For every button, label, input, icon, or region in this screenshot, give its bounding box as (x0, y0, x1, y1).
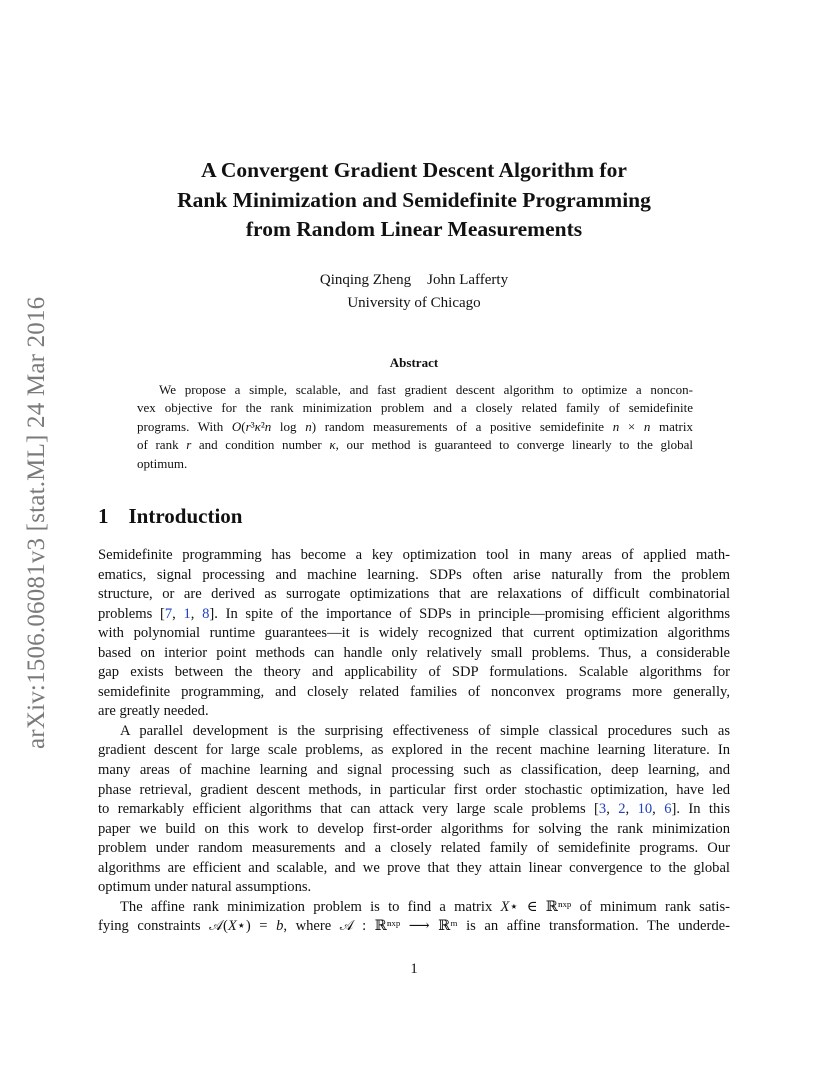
text-line: semidefinite programming, and closely related families of nonconvex programs more generally, (98, 683, 730, 700)
paragraph (98, 546, 730, 722)
text-line: structure, or are derived as surrogate optimizations that are relaxations of difficult combinatorial (98, 586, 730, 603)
paragraph (98, 722, 730, 898)
page-number: 1 (410, 961, 418, 977)
section-heading (98, 504, 242, 529)
text-line: A parallel development is the surprising effectiveness of simple classical procedures such as (120, 722, 730, 739)
text-line: gradient descent for large scale problems, as explored in the recent machine learning literature. In (98, 742, 730, 759)
abstract-body (137, 381, 693, 473)
abstract-line: We propose a simple, scalable, and fast gradient descent algorithm to optimize a noncon- (159, 382, 693, 397)
text-line: The affine rank minimization problem is to find a matrix X⋆ ∈ ℝⁿˣᵖ of minimum rank satis- (120, 898, 730, 915)
abstract-line: of rank r and condition number κ, our method is guaranteed to converge linearly to the global (137, 437, 693, 453)
author-names (98, 269, 730, 292)
title-line: A Convergent Gradient Descent Algorithm for (201, 158, 627, 182)
title-line: from Random Linear Measurements (245, 217, 583, 241)
author-block (98, 269, 730, 315)
text-line: algorithms are efficient and scalable, and we prove that they attain linear convergence to the global (98, 859, 730, 876)
text-line: are greatly needed. (98, 703, 209, 720)
author-name: John Lafferty (427, 272, 509, 288)
text-line: ematics, signal processing and machine learning. SDPs often arise naturally from the problem (98, 566, 730, 583)
introduction-body (98, 546, 730, 937)
text-line: to remarkably efficient algorithms that can attack very large scale problems [3, 2, 10, 6]. In this (98, 801, 730, 818)
section-title: Introduction (128, 504, 243, 528)
arxiv-identifier: arXiv:1506.06081v3 [stat.ML] 24 Mar 2016 (23, 296, 50, 750)
text-line: gap exists between the theory and applicability of SDP formulations. Scalable algorithms for (98, 664, 730, 681)
text-line: based on interior point methods can handle only relatively small problems. Thus, a considerable (98, 644, 730, 661)
text-line: problems [7, 1, 8]. In spite of the importance of SDPs in principle—promising efficient algorithms (98, 605, 730, 622)
paper-title (98, 156, 730, 245)
paragraph (98, 898, 730, 937)
text-line: paper we build on this work to develop first-order algorithms for solving the rank minimization (98, 820, 730, 837)
title-line: Rank Minimization and Semidefinite Programming (177, 187, 651, 212)
section-number: 1 (98, 504, 109, 528)
abstract-line: programs. With O(r³κ²n log n) random measurements of a positive semidefinite n × n matrix (137, 418, 693, 434)
text-line: phase retrieval, gradient descent methods, in particular first order stochastic optimization, have led (98, 781, 730, 798)
affiliation: University of Chicago (347, 295, 481, 311)
text-line: with polynomial runtime guarantees—it is widely recognized that current optimization algorithms (98, 625, 730, 642)
author-name: Qinqing Zheng (319, 272, 412, 288)
text-line: Semidefinite programming has become a key optimization tool in many areas of applied math- (98, 547, 730, 563)
abstract-line: vex objective for the rank minimization problem and a closely related family of semidefinite (137, 400, 693, 416)
abstract-heading: Abstract (389, 355, 439, 370)
text-line: optimum under natural assumptions. (98, 879, 312, 896)
text-line: fying constraints 𝒜(X⋆) = b, where 𝒜 : ℝⁿˣᵖ ⟶ ℝᵐ is an affine transformation. The underde- (98, 918, 730, 935)
text-line: problem under random measurements and a closely related family of semidefinite programs. Our (98, 840, 730, 857)
text-line: many areas of machine learning and signal processing such as classification, deep learning, and (98, 762, 730, 779)
abstract-line: optimum. (137, 455, 188, 471)
